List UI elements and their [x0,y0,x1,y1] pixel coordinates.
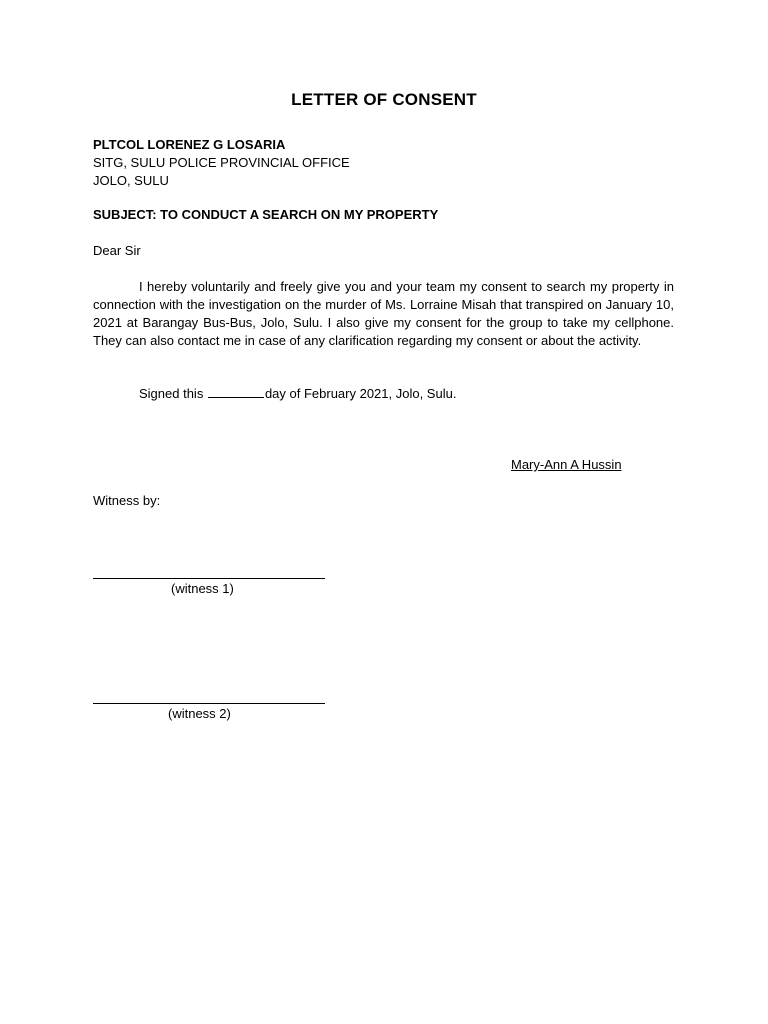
recipient-name: PLTCOL LORENEZ G LOSARIA [93,137,286,152]
subject-line: SUBJECT: TO CONDUCT A SEARCH ON MY PROPERTY [93,207,439,222]
signed-day-blank [208,385,264,398]
signer-name: Mary-Ann A Hussin [511,457,622,472]
salutation: Dear Sir [93,243,141,258]
witness-1-label: (witness 1) [171,581,234,596]
witness-2-label: (witness 2) [168,706,231,721]
signed-prefix: Signed this [139,386,207,401]
signed-line [139,385,456,401]
signed-suffix: day of February 2021, Jolo, Sulu. [264,386,457,401]
document-title: LETTER OF CONSENT [291,90,477,109]
recipient-location: JOLO, SULU [93,173,169,188]
witness-heading: Witness by: [93,493,161,508]
recipient-office: SITG, SULU POLICE PROVINCIAL OFFICE [93,155,350,170]
body-paragraph: I hereby voluntarily and freely give you and your team my consent to search my property in connection with the investigation on the murder of Ms. Lorraine Misah that transpired on January 10, 2021 at Barangay Bus-Bus, Jolo, Sulu. I also give my consent for the group to take my cellphone. They can also contact me in case of any clarification regarding my consent or about the activity. [93,279,674,348]
witness-1-signature-line [93,578,325,579]
witness-2-signature-line [93,703,325,704]
recipient-block [93,136,350,190]
